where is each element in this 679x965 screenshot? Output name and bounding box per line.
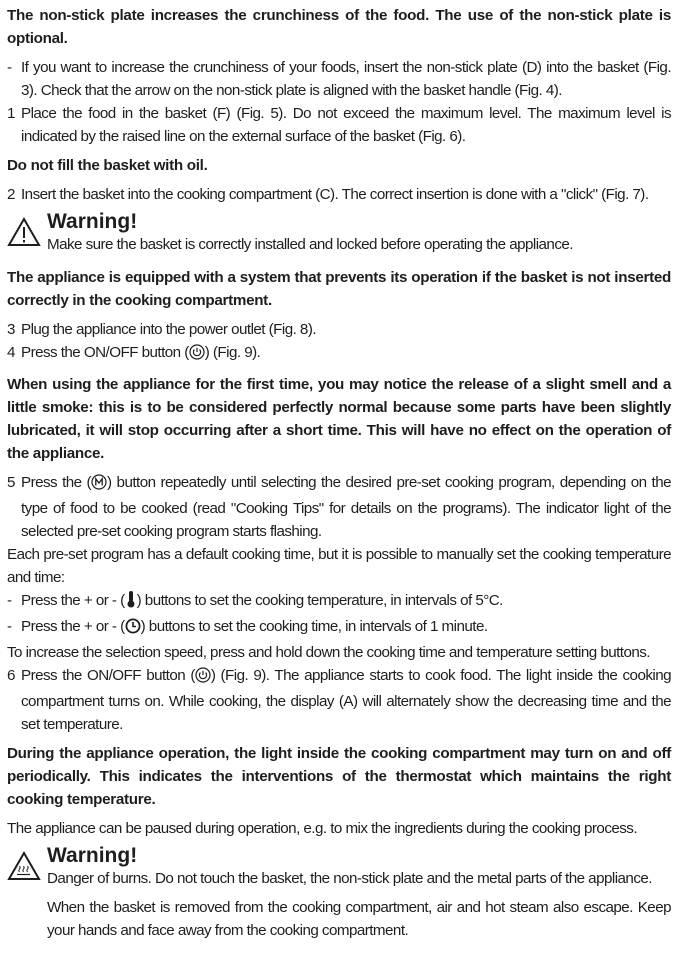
step-text: Plug the appliance into the power outlet (Fig. 8). (21, 321, 317, 338)
item-marker: - (7, 59, 12, 76)
manual-page (0, 4, 679, 942)
step-text: Press the ON/OFF button ( (21, 344, 189, 361)
power-button-icon (195, 667, 211, 690)
step-text: Press the ( (21, 474, 92, 491)
item-text: Press the + or - ( (21, 618, 125, 635)
item-marker: - (7, 592, 12, 609)
step-1 (7, 102, 671, 148)
menu-m-button-icon (91, 474, 107, 497)
item-marker: - (7, 618, 12, 635)
paragraph-selection-speed: To increase the selection speed, press and hold down the cooking time and temperature setting buttons. (7, 644, 650, 661)
step-text: Place the food in the basket (F) (Fig. 5). Do not exceed the maximum level. The maximum level is indicated by the raised line on the external surface of the basket (Fig. 6). (21, 105, 671, 145)
note-first-use-smell: When using the appliance for the first time, you may notice the release of a slight smell and a little smoke: this is to be considered perfectly normal because some parts have been slightly lubricated, it will stop occurring after a short time. This will have no effect on the operation of the appliance. (7, 376, 671, 462)
warning-text: Danger of burns. Do not touch the basket, the non-stick plate and the metal parts of the appliance. (47, 870, 652, 887)
hot-surface-warning-icon (7, 845, 47, 886)
list-item-time (7, 615, 671, 641)
thermometer-icon (125, 590, 137, 615)
paragraph-pause: The appliance can be paused during operation, e.g. to mix the ingredients during the cooking process. (7, 820, 638, 837)
warning-burns (7, 845, 671, 942)
step-number: 3 (7, 321, 15, 338)
warning-title: Warning! (47, 210, 138, 233)
warning-text-steam: When the basket is removed from the cooking compartment, air and hot steam also escape. Keep your hands and face away from the cooking compartment. (47, 899, 671, 939)
step-text: Press the ON/OFF button ( (21, 667, 195, 684)
item-text: Press the + or - ( (21, 592, 125, 609)
step-number: 6 (7, 667, 15, 684)
note-basket-safety-system: The appliance is equipped with a system that prevents its operation if the basket is not inserted correctly in the cooking compartment. (7, 269, 671, 309)
warning-title: Warning! (47, 844, 138, 867)
paragraph-preset-program: Each pre-set program has a default cooking time, but it is possible to manually set the cooking temperature and time: (7, 546, 671, 586)
note-thermostat-light: During the appliance operation, the light inside the cooking compartment may turn on and off periodically. This indicates the interventions of the thermostat which maintains the right cooking temperature. (7, 745, 671, 808)
warning-basket-installed (7, 211, 671, 256)
step-number: 2 (7, 186, 15, 203)
step-6 (7, 664, 671, 736)
step-3 (7, 318, 671, 341)
power-button-icon (189, 344, 205, 367)
step-2 (7, 183, 671, 206)
step-number: 5 (7, 474, 15, 491)
step-5 (7, 471, 671, 543)
step-number: 1 (7, 105, 15, 122)
item-text-after: ) buttons to set the cooking time, in intervals of 1 minute. (140, 618, 488, 635)
step-text-after: ) (Fig. 9). The appliance starts to cook food. The light inside the cooking compartment turns on. While cooking, the display (A) will alternately show the decreasing time and the set temperature. (21, 667, 671, 733)
clock-icon (125, 618, 141, 641)
item-text-after: ) buttons to set the cooking temperature, in intervals of 5°C. (136, 592, 503, 609)
note-no-oil: Do not fill the basket with oil. (7, 157, 208, 174)
note-nonstick-optional: The non-stick plate increases the crunchiness of the food. The use of the non-stick plate is optional. (7, 7, 671, 47)
warning-triangle-icon (7, 211, 47, 252)
item-text: If you want to increase the crunchiness of your foods, insert the non-stick plate (D) into the basket (Fig. 3). Check that the arrow on the non-stick plate is aligned with the basket handle (Fig. 4). (21, 59, 671, 99)
step-text: Insert the basket into the cooking compartment (C). The correct insertion is done with a "click" (Fig. 7). (21, 186, 649, 203)
list-item-temperature (7, 589, 671, 615)
step-number: 4 (7, 344, 15, 361)
step-4 (7, 341, 671, 367)
warning-text: Make sure the basket is correctly installed and locked before operating the appliance. (47, 236, 573, 253)
step-text-after: ) button repeatedly until selecting the desired pre-set cooking program, depending on the type of food to be cooked (read "Cooking Tips" for details on the programs). The indicator light of the selected pre-set cooking program starts flashing. (21, 474, 671, 540)
list-item-nonstick (7, 56, 671, 102)
step-text-after: ) (Fig. 9). (204, 344, 261, 361)
